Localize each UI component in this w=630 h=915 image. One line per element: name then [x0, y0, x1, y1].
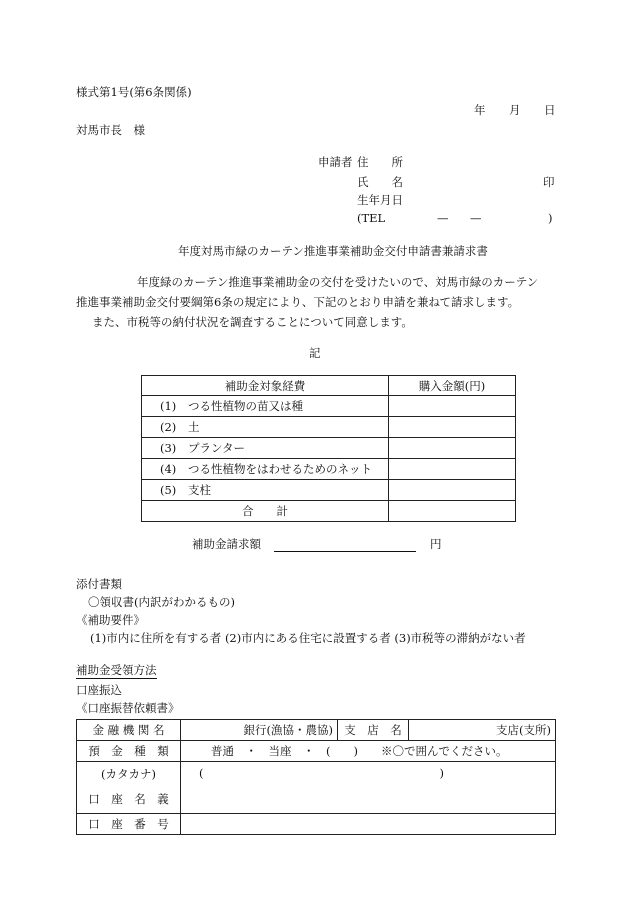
expense-header-amount: 購入金額(円) [389, 376, 516, 396]
addressee: 対馬市長 様 [76, 123, 145, 137]
expense-row: (1) つる性植物の苗又は種 [142, 396, 389, 417]
account-holder-field[interactable]: ( ) [181, 762, 556, 814]
payment-heading: 補助金受領方法 [76, 663, 157, 677]
expense-amount-cell[interactable] [389, 417, 516, 438]
bank-name-label: 金 融 機 関 名 [77, 720, 181, 741]
expense-amount-cell[interactable] [389, 438, 516, 459]
document-title: 年度対馬市緑のカーテン推進事業補助金交付申請書兼請求書 [178, 244, 488, 258]
seal-mark: 印 [543, 175, 555, 189]
bank-table [76, 719, 556, 835]
date-year: 年 [474, 103, 486, 117]
expense-header-item: 補助金対象経費 [142, 376, 389, 396]
expense-row: (4) つる性植物をはわせるためのネット [142, 459, 389, 480]
body-line-2: 推進事業補助金交付要綱第6条の規定により、下記のとおり申請を兼ねて請求します。 [76, 295, 520, 309]
date-month: 月 [509, 103, 521, 117]
expense-total-cell[interactable] [389, 501, 516, 522]
requirements-text: (1)市内に住所を有する者 (2)市内にある住宅に設置する者 (3)市税等の滞納がない者 [90, 631, 526, 645]
body-line-1: 年度緑のカーテン推進事業補助金の交付を受けたいので、対馬市緑のカーテン [137, 275, 539, 289]
branch-name-label: 支 店 名 [338, 720, 409, 741]
form-number: 様式第1号(第6条関係) [76, 85, 192, 99]
address-label: 住 所 [357, 155, 403, 169]
branch-name-field[interactable]: 支店(支所) [409, 720, 556, 741]
tel-dash-2: — [470, 211, 482, 225]
expense-row: (3) プランター [142, 438, 389, 459]
deposit-type-label: 預 金 種 類 [77, 741, 181, 762]
claim-label: 補助金請求額 [192, 537, 261, 551]
account-holder-label: (カタカナ) 口 座 名 義 [77, 762, 181, 814]
expense-table [141, 375, 516, 522]
expense-amount-cell[interactable] [389, 459, 516, 480]
expense-row: (2) 土 [142, 417, 389, 438]
body-line-3: また、市税等の納付状況を調査することについて同意します。 [92, 315, 413, 329]
attachment-receipt: 〇領収書(内訳がわかるもの) [88, 595, 235, 609]
deposit-type-options[interactable]: 普通 ・ 当座 ・ ( ) ※〇で囲んでください。 [181, 741, 556, 762]
payment-method: 口座振込 [76, 683, 122, 697]
expense-row: (5) 支柱 [142, 480, 389, 501]
expense-amount-cell[interactable] [389, 396, 516, 417]
tel-dash-1: — [437, 211, 449, 225]
account-number-label: 口 座 番 号 [77, 813, 181, 834]
transfer-request-heading: 《口座振替依頼書》 [76, 701, 180, 715]
claim-amount-field[interactable] [274, 538, 416, 552]
expense-total-label: 合 計 [142, 501, 389, 522]
tel-open: (TEL [357, 211, 386, 225]
requirements-heading: 《補助要件》 [76, 613, 145, 627]
ki-label: 記 [309, 346, 321, 360]
claim-unit: 円 [430, 537, 442, 551]
name-label: 氏 名 [357, 175, 403, 189]
tel-close: ) [548, 211, 553, 225]
account-number-field[interactable] [181, 813, 556, 834]
date-day: 日 [544, 103, 556, 117]
bank-name-field[interactable]: 銀行(漁協・農協) [181, 720, 338, 741]
attachments-heading: 添付書類 [76, 577, 122, 591]
expense-amount-cell[interactable] [389, 480, 516, 501]
applicant-label: 申請者 [318, 155, 353, 169]
birthdate-label: 生年月日 [357, 193, 403, 207]
